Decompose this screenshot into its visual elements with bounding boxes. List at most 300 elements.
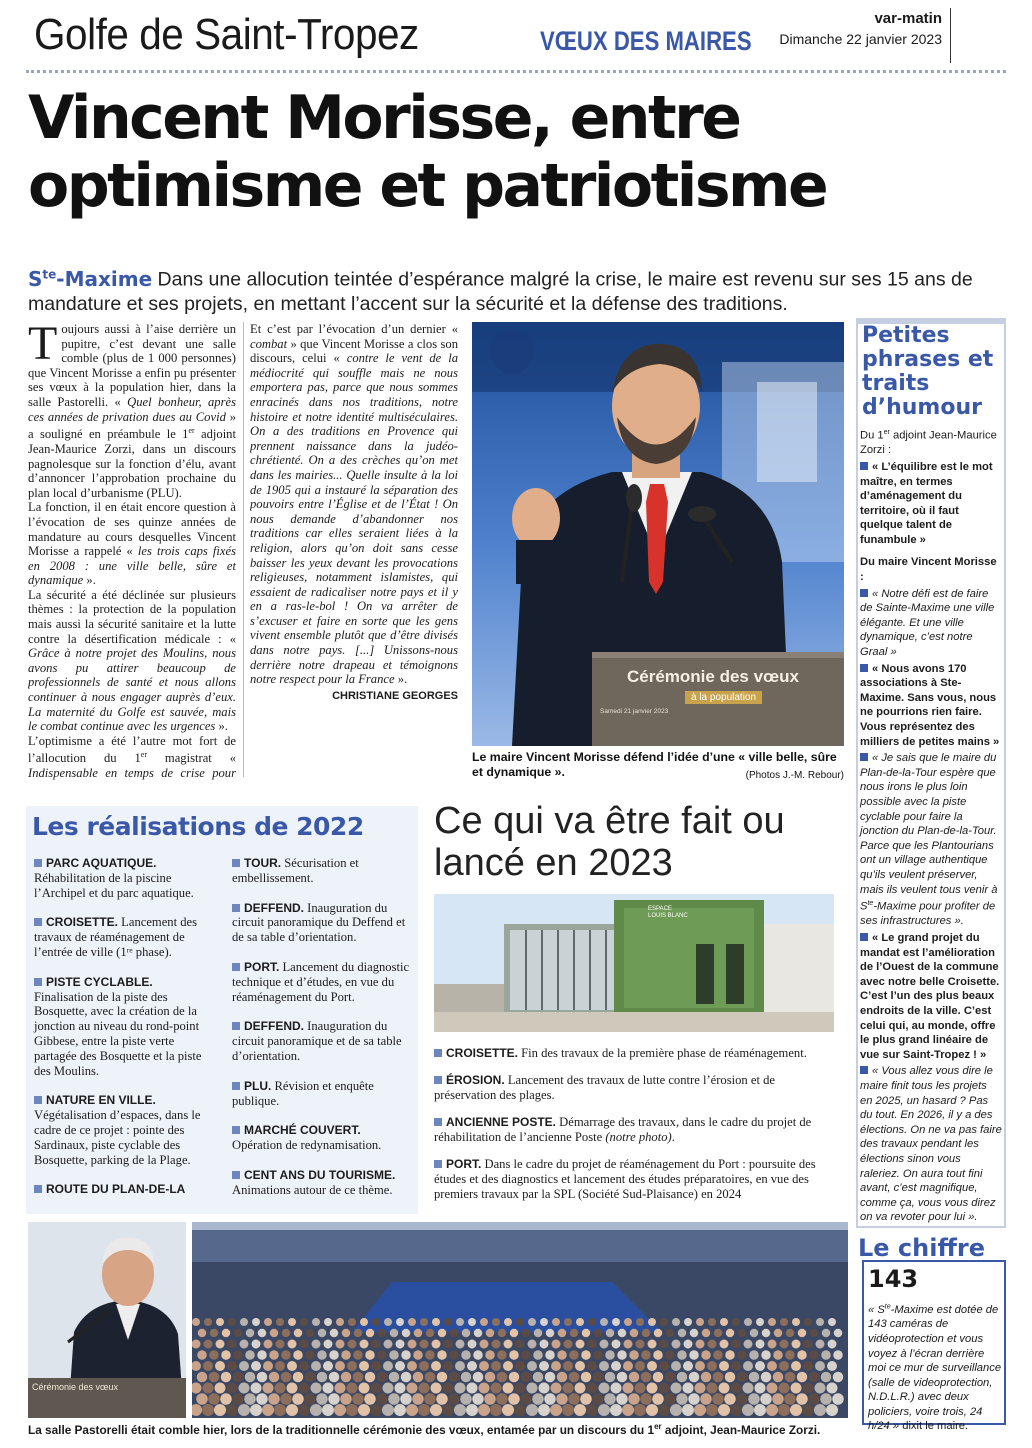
audience-head [359, 1383, 370, 1394]
item-keyword: CROISETTE. [446, 1046, 519, 1060]
audience-head [707, 1361, 717, 1371]
rubric-title: Golfe de Saint-Tropez [34, 10, 419, 59]
audience-head [365, 1350, 375, 1360]
audience-head [204, 1318, 212, 1326]
audience-head [576, 1340, 585, 1349]
audience-head [803, 1383, 814, 1394]
bullet-square-icon [232, 859, 240, 867]
deputy-photo [28, 1222, 186, 1418]
audience-head [221, 1350, 231, 1360]
audience-head [311, 1361, 321, 1371]
audience-head [370, 1404, 382, 1416]
audience-head [719, 1361, 729, 1371]
audience-head [744, 1318, 752, 1326]
audience-head [665, 1372, 676, 1383]
list-item [34, 1093, 214, 1167]
audience-head [743, 1361, 753, 1371]
audience-head [311, 1383, 322, 1394]
bullet-square-icon [34, 918, 42, 926]
quote-text: « Je sais que le maire du Plan-de-la-Tour espère que nous irons le plus loin possible avec la piste cyclable pour faire la jonction du Plan-de-la-Tour. Parce que les Plantourians ont un village authentique qu’ils veulent préserver, mais ils veulent tous venir à S [860, 752, 998, 913]
chapeau-text: Dans une allocution teintée d’espérance malgré la crise, le maire est revenu sur ses 15 ans de mandature et ses projets, en mettant l’accent sur la sécurité et la défense des traditions. [28, 268, 973, 315]
audience-head [599, 1361, 609, 1371]
audience-head [797, 1350, 807, 1360]
list-item [34, 975, 214, 1079]
item-keyword: PORT. [446, 1157, 482, 1171]
headline: Vincent Morisse, entre optimisme et patriotisme [28, 83, 827, 221]
bullet-square-icon [232, 1022, 240, 1030]
audience-head [317, 1372, 328, 1383]
item-italic: (notre photo) [605, 1130, 672, 1144]
audience-head [720, 1318, 728, 1326]
audience-head [258, 1329, 267, 1338]
quote-item [860, 662, 1002, 750]
audience-head [509, 1350, 519, 1360]
audience-head [294, 1329, 303, 1338]
item-text: Démarrage des travaux, dans le cadre du projet de réhabilitation de l’ancienne Poste [434, 1115, 812, 1144]
audience-head [646, 1404, 658, 1416]
audience-head [821, 1372, 832, 1383]
audience-head [268, 1393, 280, 1405]
audience-head [736, 1393, 748, 1405]
chiffre-title: Le chiffre [858, 1234, 986, 1262]
audience-head [443, 1361, 453, 1371]
audience-head [593, 1350, 603, 1360]
audience-head [533, 1372, 544, 1383]
audience-head [306, 1329, 315, 1338]
audience-head [203, 1383, 214, 1394]
audience-head [448, 1393, 460, 1405]
audience-head [556, 1393, 568, 1405]
audience-head [293, 1372, 304, 1383]
audience-head [642, 1329, 651, 1338]
audience-head [671, 1361, 681, 1371]
city-rest: -Maxime [56, 266, 153, 291]
audience-head [413, 1372, 424, 1383]
quote-sup: te [867, 900, 874, 908]
item-text: Sécurisation et embellissement. [232, 856, 359, 885]
audience-head [496, 1393, 508, 1405]
audience-head [287, 1361, 297, 1371]
audience-head [532, 1393, 544, 1405]
bullet-square-icon [860, 589, 868, 597]
audience-head [545, 1350, 555, 1360]
audience-head [785, 1372, 796, 1383]
article-p1-quote: Quel bonheur, après ces années de privation dues au Covid [28, 394, 236, 424]
audience-head [618, 1329, 627, 1338]
audience-head [401, 1350, 411, 1360]
audience-head [624, 1340, 633, 1349]
article-p3-quote: Grâce à notre projet des Moulins, nous avons pu attirer beaucoup de professionnels de santé et nous allons continuer à nous engager auprès d’eux. La maternité du Golfe est sauvée, mais le combat continue avec les urgences [28, 646, 236, 734]
audience-head [275, 1383, 286, 1394]
audience-head [833, 1350, 843, 1360]
audience-head [316, 1393, 328, 1405]
audience-head [324, 1318, 332, 1326]
audience-head [832, 1393, 844, 1405]
audience-head [437, 1350, 447, 1360]
audience-head [360, 1340, 369, 1349]
article-p4-quote: Indispensable en temps de crise pour [28, 766, 236, 781]
building-sign-line-2: LOUIS BLANC [648, 913, 688, 919]
audience-head [214, 1404, 226, 1416]
lectern-sign-subtitle: à la population [685, 691, 762, 704]
audience-head [563, 1383, 574, 1394]
audience-head [816, 1340, 825, 1349]
item-text: Fin des travaux de la première phase de réaménagement. [518, 1046, 807, 1060]
list-item [434, 1073, 840, 1103]
bullet-square-icon [34, 1185, 42, 1193]
audience-head [251, 1383, 262, 1394]
bottom-caption-a: La salle Pastorelli était comble hier, lors de la traditionnelle cérémonie des vœux, entamée par un discours du 1 [28, 1422, 655, 1437]
audience-head [732, 1340, 741, 1349]
audience-head [713, 1350, 723, 1360]
audience-head [684, 1340, 693, 1349]
bullet-square-icon [34, 859, 42, 867]
audience-head [545, 1372, 556, 1383]
audience-head [762, 1329, 771, 1338]
audience-head [257, 1372, 268, 1383]
audience-head [245, 1372, 256, 1383]
audience-head [786, 1329, 795, 1338]
audience-head [804, 1318, 812, 1326]
audience-head [802, 1404, 814, 1416]
bullet-square-icon [860, 933, 868, 941]
audience-head [432, 1318, 440, 1326]
audience-head [502, 1404, 514, 1416]
audience-head [304, 1393, 316, 1405]
audience-head [444, 1340, 453, 1349]
audience-head [300, 1340, 309, 1349]
audience-head [581, 1372, 592, 1383]
audience-head [790, 1404, 802, 1416]
audience-head [552, 1340, 561, 1349]
audience-head [635, 1361, 645, 1371]
audience-head [454, 1404, 466, 1416]
audience-head [798, 1329, 807, 1338]
audience-head [629, 1350, 639, 1360]
audience-head [827, 1361, 837, 1371]
audience-head [503, 1383, 514, 1394]
audience-head [510, 1329, 519, 1338]
audience-head [593, 1372, 604, 1383]
audience-head [544, 1393, 556, 1405]
audience-head [467, 1383, 478, 1394]
chiffre-text-a: « S [868, 1303, 885, 1316]
header-rule [26, 70, 1006, 73]
bullet-square-icon [434, 1118, 442, 1126]
audience-head [834, 1329, 843, 1338]
audience-head [335, 1361, 345, 1371]
audience-head [479, 1361, 489, 1371]
audience-head [335, 1383, 346, 1394]
audience-head [640, 1393, 652, 1405]
audience-head [605, 1350, 615, 1360]
old-post-office-photo [434, 894, 834, 1032]
audience-head [617, 1372, 628, 1383]
article-p3b: ». [215, 719, 228, 734]
audience-head [696, 1318, 704, 1326]
audience-head [287, 1383, 298, 1394]
audience-head [408, 1340, 417, 1349]
audience-head [737, 1372, 748, 1383]
audience-head [760, 1393, 772, 1405]
audience-head [791, 1383, 802, 1394]
audience-head [310, 1404, 322, 1416]
realisations-column-right [232, 856, 412, 1213]
audience-head [252, 1340, 261, 1349]
audience-head [508, 1393, 520, 1405]
audience-head [312, 1318, 320, 1326]
audience-head [725, 1372, 736, 1383]
audience-head [233, 1372, 244, 1383]
audience-head [228, 1318, 236, 1326]
bullet-square-icon [860, 1066, 868, 1074]
audience-head [696, 1340, 705, 1349]
quote-author: Du maire Vincent Morisse : [860, 556, 997, 584]
audience-head [298, 1404, 310, 1416]
audience-head [232, 1393, 244, 1405]
audience-head [492, 1318, 500, 1326]
audience-head [659, 1383, 670, 1394]
audience-head [299, 1361, 309, 1371]
building-illustration [434, 894, 834, 1032]
audience-head [791, 1361, 801, 1371]
audience-head [270, 1329, 279, 1338]
audience-head [569, 1350, 579, 1360]
audience-head [520, 1393, 532, 1405]
audience-head [708, 1318, 716, 1326]
audience-head [377, 1372, 388, 1383]
list-item [34, 856, 214, 900]
column-divider [243, 322, 244, 777]
audience-head [648, 1340, 657, 1349]
audience-head [826, 1404, 838, 1416]
audience-head [312, 1340, 321, 1349]
article-p5-quote: combat [250, 336, 288, 351]
audience-head [228, 1340, 237, 1349]
audience-head [348, 1340, 357, 1349]
audience-head [666, 1329, 675, 1338]
article-p4b: magistrat « [147, 751, 236, 766]
list-item [434, 1046, 840, 1061]
audience-head [449, 1350, 459, 1360]
audience-head [766, 1404, 778, 1416]
audience-head [538, 1404, 550, 1416]
audience-head [473, 1372, 484, 1383]
audience-head [305, 1350, 315, 1360]
audience-head [598, 1404, 610, 1416]
quote-text: « L’équilibre est le mot maître, en termes d’aménagement du territoire, où il faut quelque talent de funambule » [860, 460, 993, 546]
audience-head [557, 1350, 567, 1360]
audience-head [630, 1329, 639, 1338]
audience-head [414, 1329, 423, 1338]
audience-head [222, 1329, 231, 1338]
audience-head [809, 1350, 819, 1360]
audience-head [354, 1329, 363, 1338]
audience-head [486, 1329, 495, 1338]
audience-head [197, 1350, 207, 1360]
audience-head [683, 1361, 693, 1371]
audience-head [372, 1318, 380, 1326]
audience-head [407, 1361, 417, 1371]
audience-head [472, 1393, 484, 1405]
audience-head [684, 1318, 692, 1326]
article-p4-sup: er [140, 750, 147, 760]
audience-head [474, 1329, 483, 1338]
audience-head [400, 1393, 412, 1405]
audience-head [539, 1361, 549, 1371]
bullet-square-icon [232, 1126, 240, 1134]
audience-head [756, 1340, 765, 1349]
audience-head [629, 1372, 640, 1383]
section-label: VŒUX DES MAIRES [540, 26, 752, 56]
audience-head [726, 1329, 735, 1338]
item-text: Inauguration du circuit panoramique du Deffend et de sa table d’orientation. [232, 900, 406, 945]
audience-head [406, 1404, 418, 1416]
audience-head [719, 1383, 730, 1394]
audience-head [389, 1372, 400, 1383]
audience-head [485, 1372, 496, 1383]
item-keyword: CENT ANS DU TOURISME. [244, 1167, 396, 1182]
audience-head [276, 1318, 284, 1326]
bullet-square-icon [34, 1096, 42, 1104]
audience-head [215, 1383, 226, 1394]
drop-cap: T [28, 322, 58, 370]
audience-head [780, 1340, 789, 1349]
audience-head [688, 1393, 700, 1405]
audience-head [407, 1383, 418, 1394]
author-1: Du 1 [860, 429, 884, 442]
audience-head [814, 1404, 826, 1416]
bottom-photo-caption [28, 1422, 848, 1437]
audience-head [546, 1329, 555, 1338]
audience-head [767, 1383, 778, 1394]
item-text: Lancement des travaux de lutte contre l’érosion et de préservation des plages. [434, 1073, 775, 1102]
audience-head [462, 1329, 471, 1338]
audience-head [678, 1329, 687, 1338]
audience-head [540, 1318, 548, 1326]
bullet-square-icon [232, 963, 240, 971]
audience-head [468, 1318, 476, 1326]
audience-head [714, 1329, 723, 1338]
audience-head [641, 1372, 652, 1383]
audience-head [635, 1383, 646, 1394]
audience-head [712, 1393, 724, 1405]
audience-head [419, 1361, 429, 1371]
audience-head [394, 1404, 406, 1416]
audience-head [384, 1318, 392, 1326]
audience-head [240, 1340, 249, 1349]
chiffre-text-b: -Maxime est dotée de 143 caméras de vidéoprotection et vous voyez à l’écran derrière moi ce mur de surveillance (salle de videoprotection, N.D.L.R.) avec deux policiers, voire trois, 24 h/24 » [868, 1303, 1002, 1433]
audience-head [628, 1393, 640, 1405]
building-sign [648, 906, 688, 920]
audience-head [352, 1393, 364, 1405]
audience-head [610, 1404, 622, 1416]
author-1-sup: er [883, 429, 890, 436]
audience-head [755, 1361, 765, 1371]
audience-head [516, 1340, 525, 1349]
quote-item [860, 931, 1002, 1062]
audience-head [353, 1350, 363, 1360]
audience-head [636, 1340, 645, 1349]
audience-head [568, 1393, 580, 1405]
audience-head [233, 1350, 243, 1360]
audience-head [820, 1393, 832, 1405]
plans-2023-list [434, 1046, 840, 1214]
realisations-title: Les réalisations de 2022 [32, 812, 364, 841]
audience-photo [192, 1222, 848, 1418]
audience-head [197, 1372, 208, 1383]
audience-head [689, 1350, 699, 1360]
audience-head [558, 1329, 567, 1338]
audience-head [564, 1340, 573, 1349]
article-p1: oujours aussi à l’aise derrière un pupitre, c’est devant une salle comble (plus de 1 000 personnes) que Vincent Morisse a enfin pu présenter ses vœux à la population hier, dans la salle Pastorelli. « [28, 322, 236, 409]
audience-head [576, 1318, 584, 1326]
audience-head [767, 1361, 777, 1371]
article-p1b: » a souligné en préambule le 1 [28, 409, 236, 442]
photo-credit: (Photos J.-M. Rebour) [745, 770, 844, 781]
audience-head [323, 1383, 334, 1394]
crowd [192, 1318, 844, 1416]
audience-head [431, 1361, 441, 1371]
audience-head [376, 1393, 388, 1405]
audience-head [269, 1372, 280, 1383]
audience-head [623, 1361, 633, 1371]
audience-head [450, 1329, 459, 1338]
chiffre-text [868, 1300, 1002, 1434]
audience-head [636, 1318, 644, 1326]
audience-head [653, 1350, 663, 1360]
audience-head [509, 1372, 520, 1383]
audience-head [491, 1361, 501, 1371]
item-keyword: PORT. [244, 959, 280, 974]
audience-head [240, 1318, 248, 1326]
audience-head [754, 1404, 766, 1416]
audience-head [720, 1340, 729, 1349]
audience-head [395, 1361, 405, 1371]
audience-head [456, 1340, 465, 1349]
lectern-sign-date: Samedi 21 janvier 2023 [600, 708, 669, 715]
audience-head [761, 1372, 772, 1383]
audience-head [360, 1318, 368, 1326]
item-keyword: PLU. [244, 1078, 272, 1093]
audience-head [442, 1404, 454, 1416]
building-sign-line-1: ESPACE [648, 906, 672, 912]
audience-head [389, 1350, 399, 1360]
audience-head [341, 1350, 351, 1360]
audience-head [653, 1372, 664, 1383]
audience-head [648, 1318, 656, 1326]
audience-head [396, 1340, 405, 1349]
audience-head [497, 1350, 507, 1360]
audience-head [263, 1383, 274, 1394]
article-p2: La fonction, il en était encore question à l’évocation de ses quinze années de mandature au cours desquelles Vincent Morisse a rappelé « [28, 500, 236, 559]
audience-head [358, 1404, 370, 1416]
audience-head [526, 1404, 538, 1416]
audience-head [204, 1340, 213, 1349]
audience-head [528, 1340, 537, 1349]
item-text: Opération de redynamisation. [232, 1138, 382, 1153]
audience-head [215, 1361, 225, 1371]
audience-head [756, 1318, 764, 1326]
audience-head [216, 1340, 225, 1349]
list-item [34, 915, 214, 959]
audience-head [533, 1350, 543, 1360]
audience-head [396, 1318, 404, 1326]
bullet-square-icon [434, 1076, 442, 1084]
audience-head [706, 1404, 718, 1416]
audience-head [227, 1383, 238, 1394]
audience-head [587, 1383, 598, 1394]
